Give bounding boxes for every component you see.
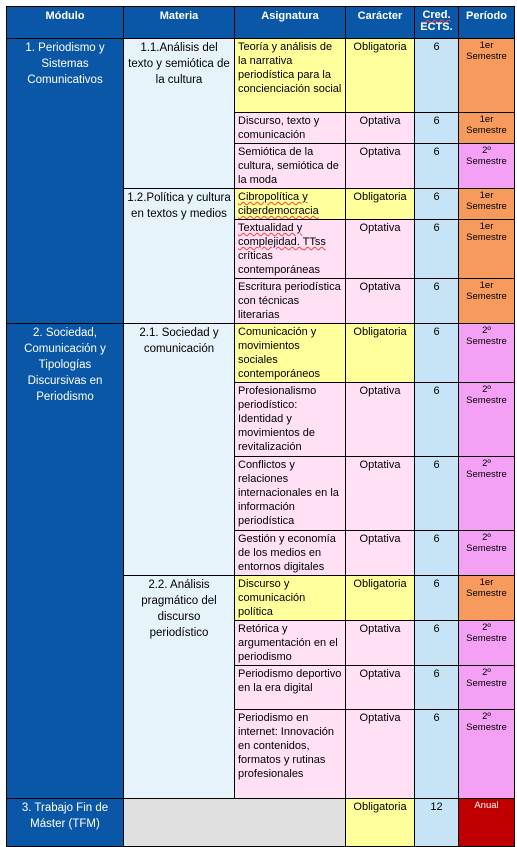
ects-cell: 6 bbox=[415, 457, 459, 531]
header-asignatura: Asignatura bbox=[235, 7, 346, 39]
ects-cell: 6 bbox=[415, 279, 459, 324]
periodo-cell: 2º Semestre bbox=[459, 531, 515, 576]
module-1: 1. Periodismo y Sistemas Comunicativos bbox=[7, 39, 124, 324]
caracter-cell: Optativa bbox=[346, 666, 415, 710]
asignatura-cell: Conflictos y relaciones internacionales en la información periodística bbox=[235, 457, 346, 531]
periodo-cell: 1er Semestre bbox=[459, 189, 515, 220]
ects-cell: 6 bbox=[415, 666, 459, 710]
caracter-cell: Optativa bbox=[346, 457, 415, 531]
asignatura-cell: Profesionalismo periodístico: Identidad y movimientos de revitalización bbox=[235, 383, 346, 457]
ects-cell: 6 bbox=[415, 531, 459, 576]
ects-cell: 6 bbox=[415, 189, 459, 220]
ects-cell: 6 bbox=[415, 324, 459, 383]
periodo-cell: 2º Semestre bbox=[459, 666, 515, 710]
table-row bbox=[7, 324, 515, 383]
periodo-cell: 1er Semestre bbox=[459, 39, 515, 113]
table-row-tfm bbox=[7, 799, 515, 847]
module-2: 2. Sociedad, Comunicación y Tipologías Discursivas en Periodismo bbox=[7, 324, 124, 799]
module-3: 3. Trabajo Fin de Máster (TFM) bbox=[7, 799, 124, 847]
ects-cell: 6 bbox=[415, 621, 459, 666]
periodo-cell: 1er Semestre bbox=[459, 576, 515, 621]
caracter-cell: Obligatoria bbox=[346, 324, 415, 383]
periodo-cell: 1er Semestre bbox=[459, 220, 515, 279]
periodo-cell: 2º Semestre bbox=[459, 144, 515, 189]
header-ects: Cred. ECTS. bbox=[415, 7, 459, 39]
asignatura-cell: Periodismo en internet: Innovación en contenidos, formatos y rutinas profesionales bbox=[235, 710, 346, 799]
caracter-cell: Optativa bbox=[346, 383, 415, 457]
ects-cell: 6 bbox=[415, 576, 459, 621]
caracter-cell: Obligatoria bbox=[346, 799, 415, 847]
asignatura-cell: Escritura periodística con técnicas literarias bbox=[235, 279, 346, 324]
caracter-cell: Optativa bbox=[346, 710, 415, 799]
header-periodo: Período bbox=[459, 7, 515, 39]
asignatura-cell: Semiótica de la cultura, semiótica de la moda bbox=[235, 144, 346, 189]
caracter-cell: Optativa bbox=[346, 621, 415, 666]
caracter-cell: Optativa bbox=[346, 220, 415, 279]
ects-cell: 6 bbox=[415, 113, 459, 144]
materia-2-2: 2.2. Análisis pragmático del discurso periodístico bbox=[124, 576, 235, 799]
tfm-empty-cell bbox=[124, 799, 346, 847]
materia-2-1: 2.1. Sociedad y comunicación bbox=[124, 324, 235, 576]
caracter-cell: Obligatoria bbox=[346, 189, 415, 220]
header-modulo: Módulo bbox=[7, 7, 124, 39]
periodo-cell: 2º Semestre bbox=[459, 621, 515, 666]
periodo-cell: 2º Semestre bbox=[459, 710, 515, 799]
ects-cell: 6 bbox=[415, 710, 459, 799]
asignatura-cell: Discurso, texto y comunicación bbox=[235, 113, 346, 144]
materia-1-1: 1.1.Análisis del texto y semiótica de la cultura bbox=[124, 39, 235, 189]
caracter-cell: Optativa bbox=[346, 531, 415, 576]
header-row bbox=[7, 7, 515, 39]
header-materia: Materia bbox=[124, 7, 235, 39]
study-plan-table bbox=[6, 6, 515, 847]
caracter-cell: Optativa bbox=[346, 279, 415, 324]
caracter-cell: Obligatoria bbox=[346, 39, 415, 113]
ects-cell: 12 bbox=[415, 799, 459, 847]
ects-cell: 6 bbox=[415, 144, 459, 189]
periodo-cell: 1er Semestre bbox=[459, 279, 515, 324]
asignatura-cell: Textualidad y complejidad. TTss críticas contemporáneas bbox=[235, 220, 346, 279]
asignatura-cell: Gestión y economía de los medios en entornos digitales bbox=[235, 531, 346, 576]
ects-cell: 6 bbox=[415, 220, 459, 279]
materia-1-2: 1.2.Política y cultura en textos y medios bbox=[124, 189, 235, 324]
table-row bbox=[7, 39, 515, 113]
periodo-cell: 2º Semestre bbox=[459, 324, 515, 383]
asignatura-cell: Discurso y comunicación política bbox=[235, 576, 346, 621]
caracter-cell: Optativa bbox=[346, 113, 415, 144]
caracter-cell: Optativa bbox=[346, 144, 415, 189]
header-caracter: Carácter bbox=[346, 7, 415, 39]
periodo-cell: 2º Semestre bbox=[459, 383, 515, 457]
ects-cell: 6 bbox=[415, 383, 459, 457]
asignatura-cell: Comunicación y movimientos sociales contemporáneos bbox=[235, 324, 346, 383]
caracter-cell: Obligatoria bbox=[346, 576, 415, 621]
asignatura-cell: Retórica y argumentación en el periodismo bbox=[235, 621, 346, 666]
periodo-cell: 2º Semestre bbox=[459, 457, 515, 531]
asignatura-cell: Teoría y análisis de la narrativa periodística para la concienciación social bbox=[235, 39, 346, 113]
asignatura-cell: Periodismo deportivo en la era digital bbox=[235, 666, 346, 710]
periodo-cell: 1er Semestre bbox=[459, 113, 515, 144]
ects-cell: 6 bbox=[415, 39, 459, 113]
periodo-cell: Anual bbox=[459, 799, 515, 847]
asignatura-cell: Cibropolítica y ciberdemocracia bbox=[235, 189, 346, 220]
